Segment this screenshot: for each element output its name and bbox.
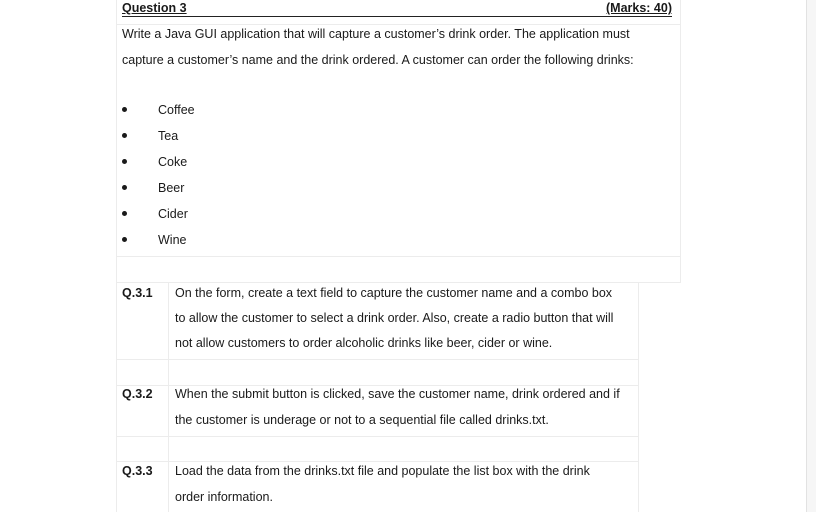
subquestion-3-1-line-1: On the form, create a text field to capture the customer name and a combo box xyxy=(175,286,613,300)
list-item xyxy=(122,201,322,227)
question-marks: (Marks: 40) xyxy=(606,1,672,15)
bullet-icon xyxy=(122,211,127,216)
question-header xyxy=(122,1,672,17)
intro-line-1: Write a Java GUI application that will capture a customer’s drink order. The application must xyxy=(122,27,630,41)
drink-label: Tea xyxy=(158,129,179,143)
drink-label: Coke xyxy=(158,155,188,169)
drink-label: Cider xyxy=(158,207,188,221)
subquestion-3-3-line-1: Load the data from the drinks.txt file and populate the list box with the drink xyxy=(175,464,590,478)
table-border-inner-right xyxy=(638,282,639,512)
table-border-right xyxy=(680,0,681,282)
subquestion-3-3-line-2: order information. xyxy=(175,490,273,504)
subquestion-label-3-3: Q.3.3 xyxy=(122,464,153,478)
list-item xyxy=(122,123,322,149)
bullet-icon xyxy=(122,159,127,164)
viewer-margin xyxy=(807,0,816,512)
bullet-icon xyxy=(122,107,127,112)
subquestion-3-1-line-3: not allow customers to order alcoholic drinks like beer, cider or wine. xyxy=(175,336,553,350)
drink-label: Coffee xyxy=(158,103,195,117)
question-title: Question 3 xyxy=(122,1,187,15)
list-item xyxy=(122,227,322,253)
subquestion-3-2-line-1: When the submit button is clicked, save the customer name, drink ordered and if xyxy=(175,387,620,401)
bullet-icon xyxy=(122,185,127,190)
intro-line-2: capture a customer’s name and the drink ordered. A customer can order the following drinks: xyxy=(122,53,634,67)
bullet-icon xyxy=(122,133,127,138)
subquestion-label-3-2: Q.3.2 xyxy=(122,387,153,401)
column-divider xyxy=(168,282,169,512)
drink-label: Beer xyxy=(158,181,185,195)
list-item xyxy=(122,149,322,175)
row-divider xyxy=(116,359,639,360)
list-item xyxy=(122,97,322,123)
drink-label: Wine xyxy=(158,233,187,247)
list-item xyxy=(122,175,322,201)
row-divider xyxy=(116,256,681,257)
subquestion-3-1-line-2: to allow the customer to select a drink order. Also, create a radio button that will xyxy=(175,311,614,325)
bullet-icon xyxy=(122,237,127,242)
row-divider xyxy=(116,436,639,437)
subquestion-label-3-1: Q.3.1 xyxy=(122,286,153,300)
subquestion-3-2-line-2: the customer is underage or not to a sequential file called drinks.txt. xyxy=(175,413,549,427)
